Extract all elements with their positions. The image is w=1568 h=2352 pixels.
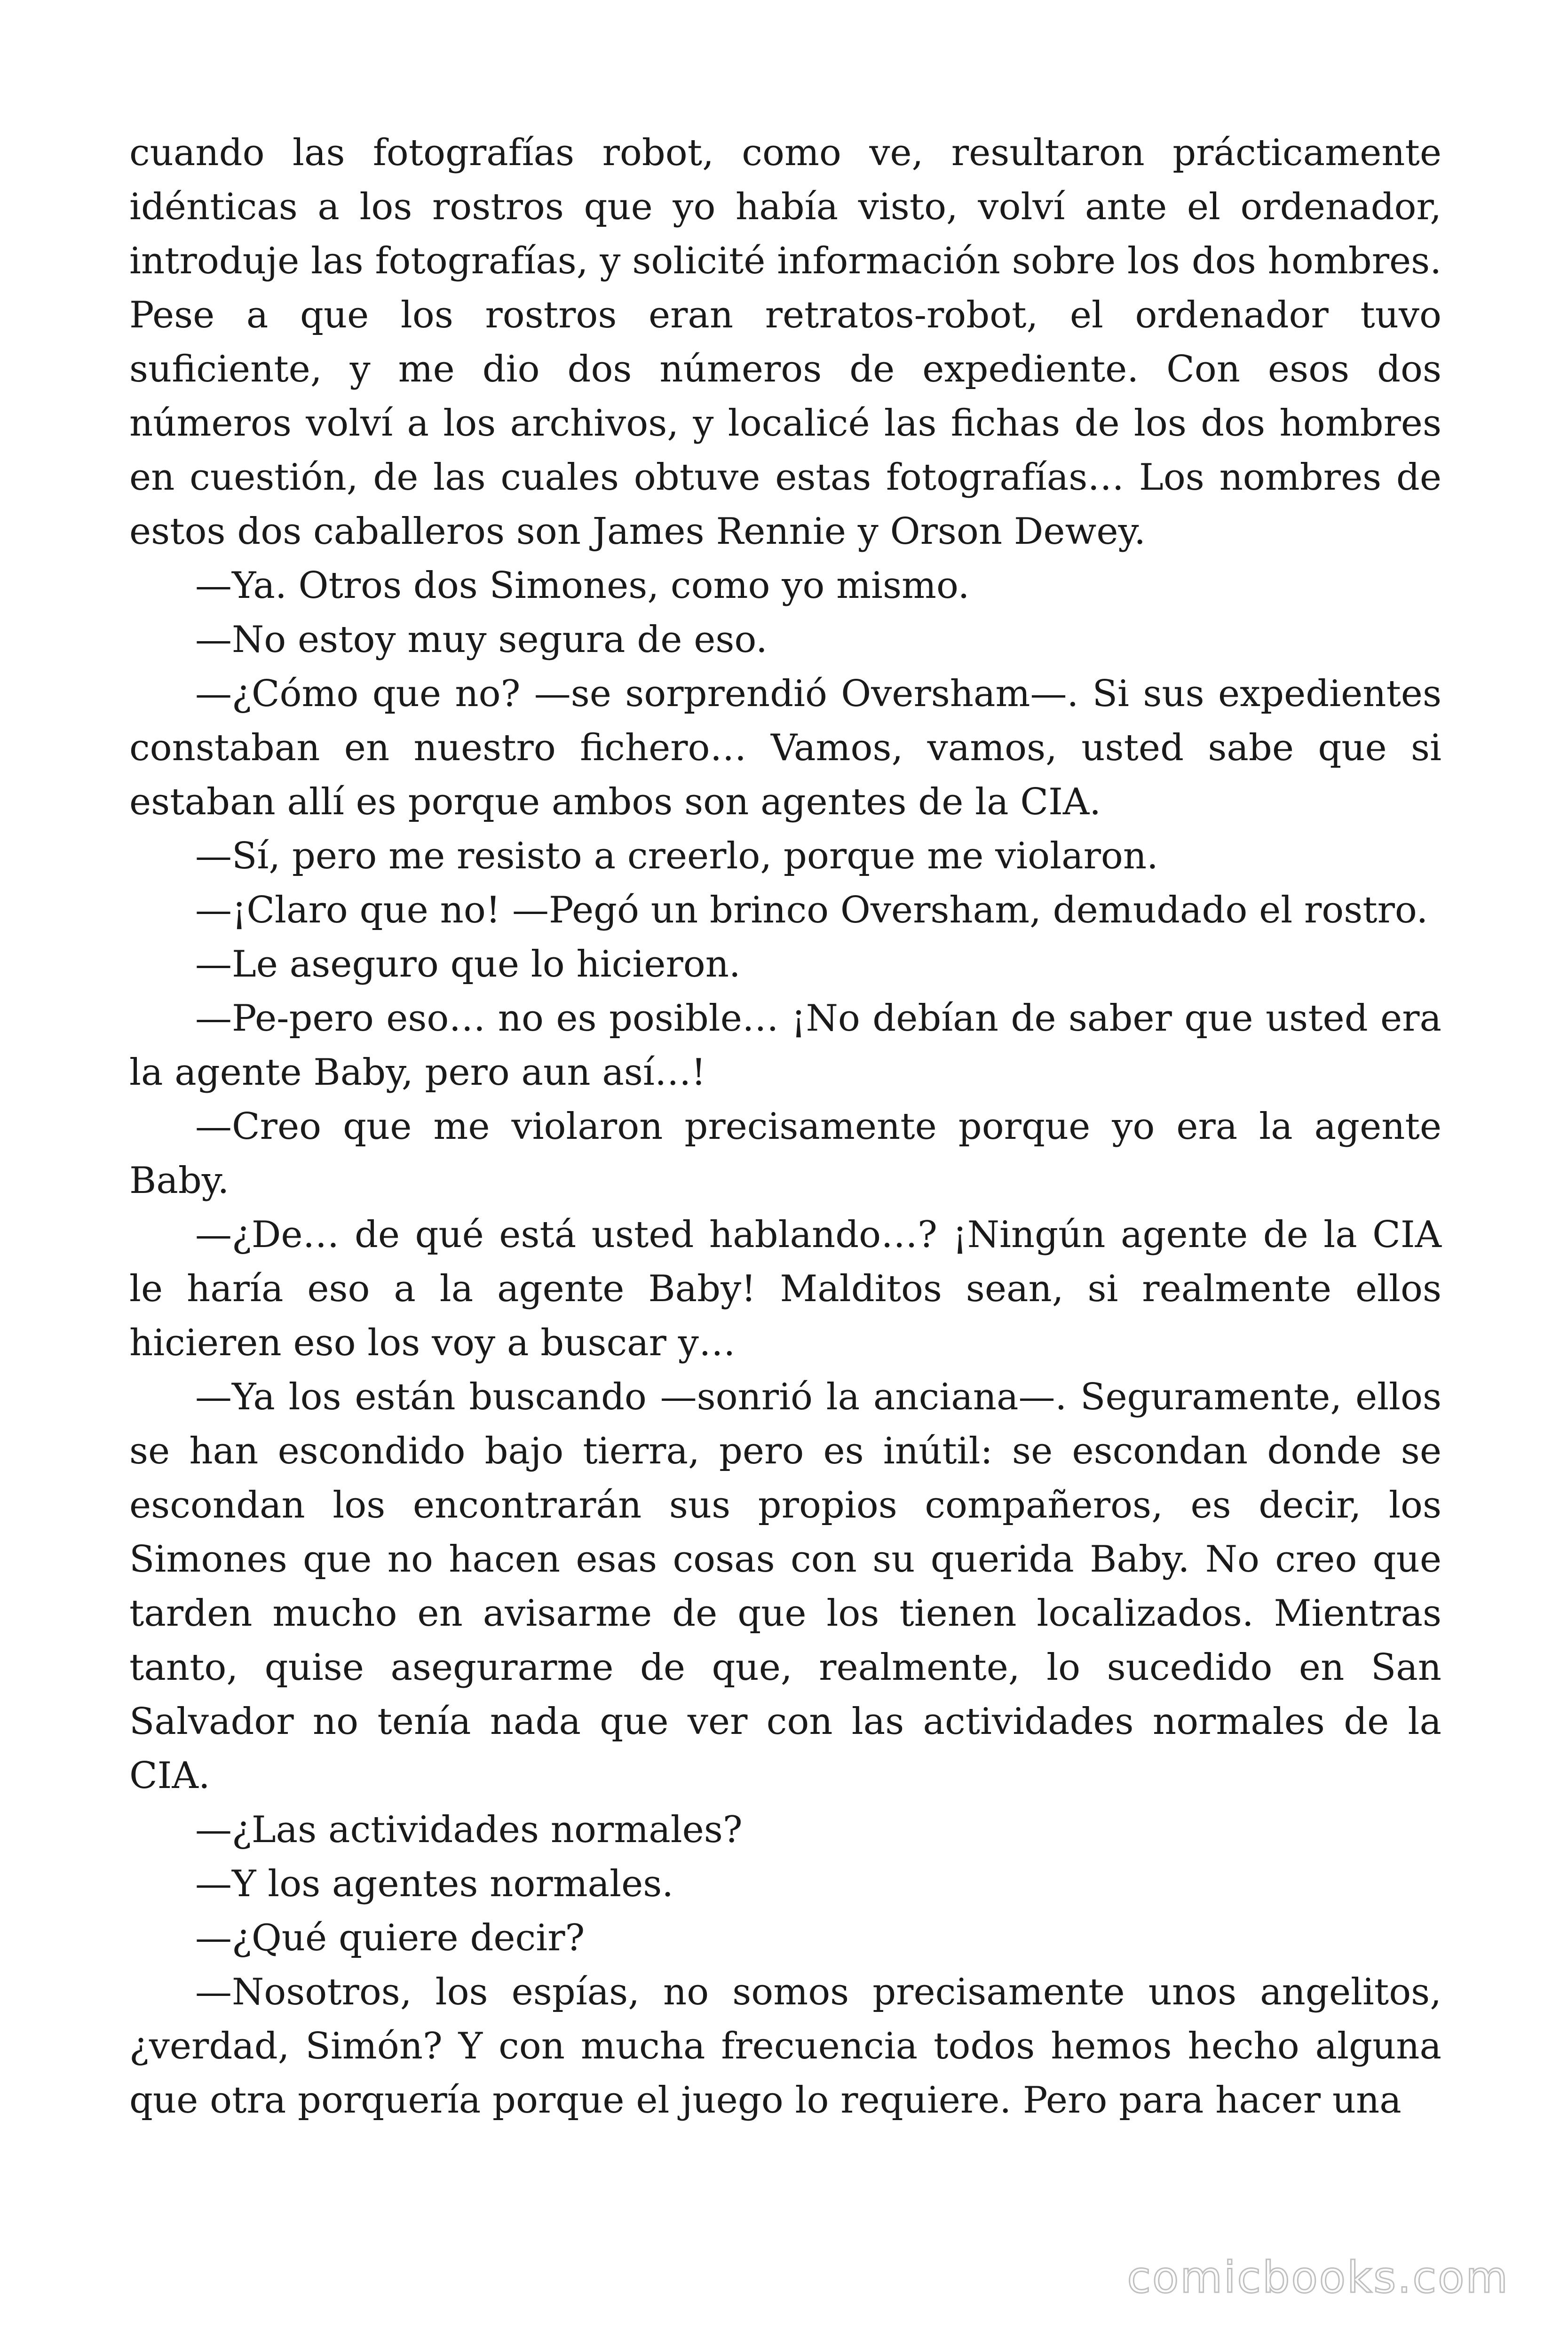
paragraph: cuando las fotografías robot, como ve, resultaron prácticamente idénticas a los rostros que yo había visto, volví ante el ordenador, introduje las fotografías, y solicité información sobre los dos hombres. Pese a que los rostros eran retratos-robot, el ordenador tuvo suficiente, y me dio dos números de expediente. Con esos dos números volví a los archivos, y localicé las fichas de los dos hombres en cuestión, de las cuales obtuve estas fotografías… Los nombres de estos dos caballeros son James Rennie y Orson Dewey.: [129, 132, 1441, 553]
paragraph: —Y los agentes normales.: [195, 1863, 674, 1905]
watermark: comicbooks.com: [1127, 2252, 1509, 2303]
paragraph: —No estoy muy segura de eso.: [195, 619, 768, 661]
paragraph: —¿Qué quiere decir?: [195, 1917, 585, 1959]
paragraph: —¿De… de qué está usted hablando…? ¡Ningún agente de la CIA le haría eso a la agente Baby! Malditos sean, si realmente ellos hicieren eso los voy a buscar y…: [129, 1214, 1441, 1364]
paragraph: —¡Claro que no! —Pegó un brinco Oversham, demudado el rostro.: [195, 889, 1428, 931]
paragraph: —¿Las actividades normales?: [195, 1809, 743, 1851]
paragraph: —Creo que me violaron precisamente porque yo era la agente Baby.: [129, 1105, 1441, 1202]
paragraph: —Le aseguro que lo hicieron.: [195, 943, 741, 985]
paragraph: —Ya. Otros dos Simones, como yo mismo.: [195, 564, 970, 607]
paragraph: —¿Cómo que no? —se sorprendió Oversham—. Si sus expedientes constaban en nuestro fichero… Vamos, vamos, usted sabe que si estaban allí es porque ambos son agentes de la CIA.: [129, 673, 1441, 823]
paragraph: —Ya los están buscando —sonrió la anciana—. Seguramente, ellos se han escondido bajo tierra, pero es inútil: se escondan donde se escondan los encontrarán sus propios compañeros, es decir, los Simones que no hacen esas cosas con su querida Baby. No creo que tarden mucho en avisarme de que los tienen localizados. Mientras tanto, quise asegurarme de que, realmente, lo sucedido en San Salvador no tenía nada que ver con las actividades normales de la CIA.: [129, 1376, 1441, 1797]
paragraph: —Pe-pero eso… no es posible… ¡No debían de saber que usted era la agente Baby, pero aun así…!: [129, 997, 1441, 1094]
paragraph: —Sí, pero me resisto a creerlo, porque me violaron.: [195, 835, 1158, 877]
page-body: [129, 126, 1441, 2128]
paragraph: —Nosotros, los espías, no somos precisamente unos angelitos, ¿verdad, Simón? Y con mucha frecuencia todos hemos hecho alguna que otra porquería porque el juego lo requiere. Pero para hacer una: [129, 1971, 1441, 2122]
